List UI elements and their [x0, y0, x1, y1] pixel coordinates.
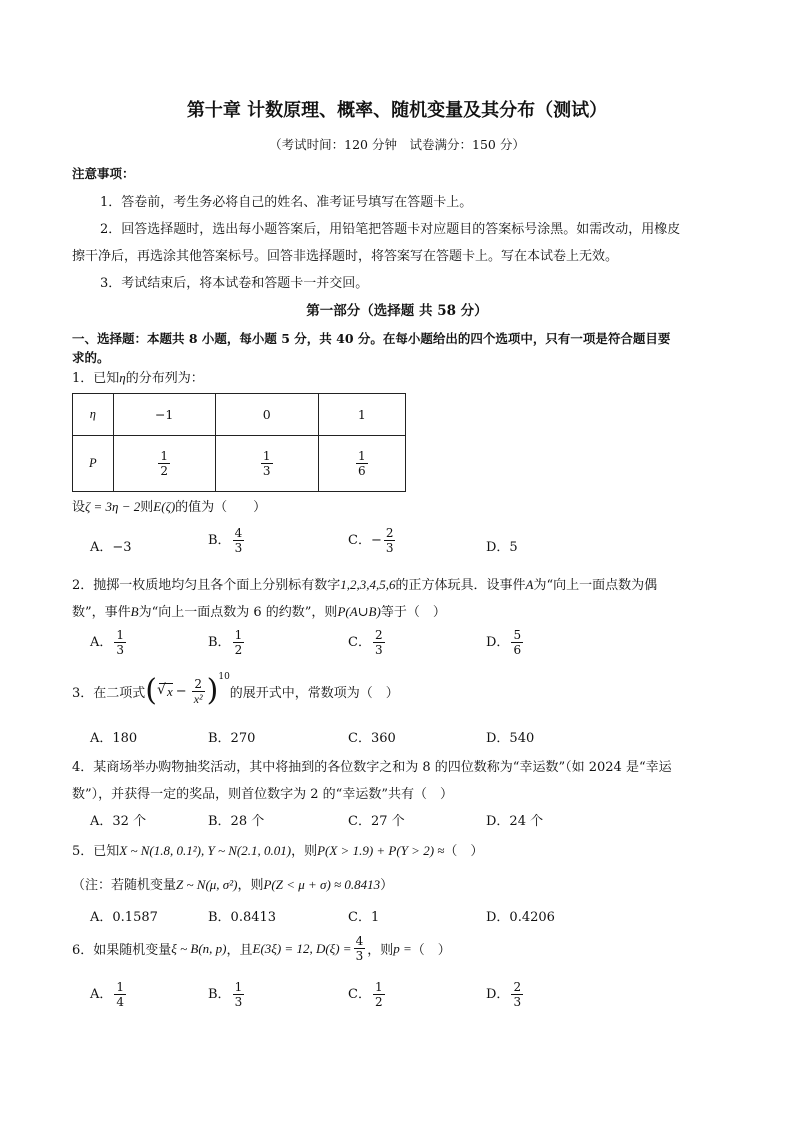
q6-option-a: A． $\frac{1}{4}$ [90, 980, 125, 1009]
q2-option-c: C． $\frac{2}{3}$ [348, 628, 383, 657]
q2-option-d: D． $\frac{5}{6}$ [486, 628, 522, 657]
section-instructions-cont: 求的。 [72, 350, 110, 365]
q2-option-a: A． $\frac{1}{3}$ [90, 628, 125, 657]
table-cell: η [73, 394, 114, 436]
question-2-stem: 2．抛掷一枚质地均匀且各个面上分别标有数字1,2,3,4,5,6的正方体玩具．设事件A为“向上一面点数为偶 [72, 577, 658, 593]
notice-item-2-cont: 擦干净后，再选涂其他答案标号。回答非选择题时，将答案写在答题卡上。写在本试卷上无效。 [72, 249, 619, 264]
exam-info: （考试时间：120 分钟 试卷满分：150 分） [269, 137, 525, 152]
question-1-stem: 1．已知η的分布列为： [72, 370, 204, 386]
question-4-stem: 4．某商场举办购物抽奖活动，其中将抽到的各位数字之和为 8 的四位数称为“幸运数”（如 2024 是“幸运 [72, 760, 672, 775]
q1-option-d: D．5 [486, 540, 518, 555]
question-2-stem-cont: 数”，事件B为“向上一面点数为 6 的约数”，则P(A∪B)等于（ ） [72, 604, 446, 620]
question-4-stem-cont: 数”），并获得一定的奖品，则首位数字为 2 的“幸运数”共有（ ） [72, 787, 453, 802]
table-cell: $\frac{1}{6}$ [318, 436, 405, 492]
table-cell: 0 [215, 394, 318, 436]
notice-item-2: 2．回答选择题时，选出每小题答案后，用铅笔把答题卡对应题目的答案标号涂黑。如需改动，用橡皮 [100, 222, 681, 237]
question-5-note: （注：若随机变量Z ~ N(μ, σ²)，则P(Z < μ + σ) ≈ 0.8413） [72, 877, 394, 893]
notice-item-1: 1．答卷前，考生务必将自己的姓名、准考证号填写在答题卡上。 [100, 195, 473, 210]
q5-option-d: D．0.4206 [486, 910, 555, 925]
q4-option-d: D．24 个 [486, 814, 544, 829]
q6-option-d: D． $\frac{2}{3}$ [486, 980, 522, 1009]
question-5-stem: 5．已知X ~ N(1.8, 0.1²), Y ~ N(2.1, 0.01)，则P(X > 1.9) + P(Y > 2) ≈（ ） [72, 843, 484, 859]
distribution-table [72, 393, 406, 492]
q4-option-a: A．32 个 [90, 814, 147, 829]
q2-option-b: B． $\frac{1}{2}$ [208, 628, 243, 657]
sqrt-expression: √ x [157, 681, 173, 699]
q1-option-c: C．− $\frac{2}{3}$ [348, 526, 394, 555]
notice-heading: 注意事项： [72, 166, 135, 181]
q1-option-b: B． $\frac{4}{3}$ [208, 526, 243, 555]
q3-option-b: B．270 [208, 731, 256, 746]
table-cell: −1 [113, 394, 215, 436]
section-instructions: 一、选择题：本题共 8 小题，每小题 5 分，共 40 分。在每小题给出的四个选项中，只有一项是符合题目要 [72, 331, 671, 346]
part-heading: 第一部分（选择题 共 58 分） [306, 303, 488, 319]
table-cell: $\frac{1}{3}$ [215, 436, 318, 492]
q3-option-d: D．540 [486, 731, 535, 746]
question-1-followup: 设ζ = 3η − 2则E(ζ)的值为（ ） [72, 499, 267, 515]
q6-option-c: C． $\frac{1}{2}$ [348, 980, 383, 1009]
table-cell: $\frac{1}{2}$ [113, 436, 215, 492]
notice-item-3: 3．考试结束后，将本试卷和答题卡一并交回。 [100, 276, 369, 291]
question-6-stem: 6．如果随机变量 ξ ~ B(n, p) ，且 E(3ξ) = 12, D(ξ) = $\frac{4}{3}$ ，则 p = （ ） [72, 934, 451, 963]
table-cell: 1 [318, 394, 405, 436]
q3-option-a: A．180 [90, 731, 138, 746]
q6-option-b: B． $\frac{1}{3}$ [208, 980, 243, 1009]
q4-option-c: C．27 个 [348, 814, 405, 829]
q4-option-b: B．28 个 [208, 814, 265, 829]
q1-option-a: A．−3 [90, 540, 132, 555]
table-cell: P [73, 436, 114, 492]
q3-option-c: C．360 [348, 731, 396, 746]
page-title: 第十章 计数原理、概率、随机变量及其分布（测试） [186, 100, 608, 121]
q5-option-a: A．0.1587 [90, 910, 158, 925]
question-3-stem: 3．在二项式 ( √ x − $\frac{2}{\text{x²}}$ ) 10 的展开式中，常数项为（ ） [72, 672, 399, 708]
q5-option-c: C．1 [348, 910, 380, 925]
q5-option-b: B．0.8413 [208, 910, 277, 925]
